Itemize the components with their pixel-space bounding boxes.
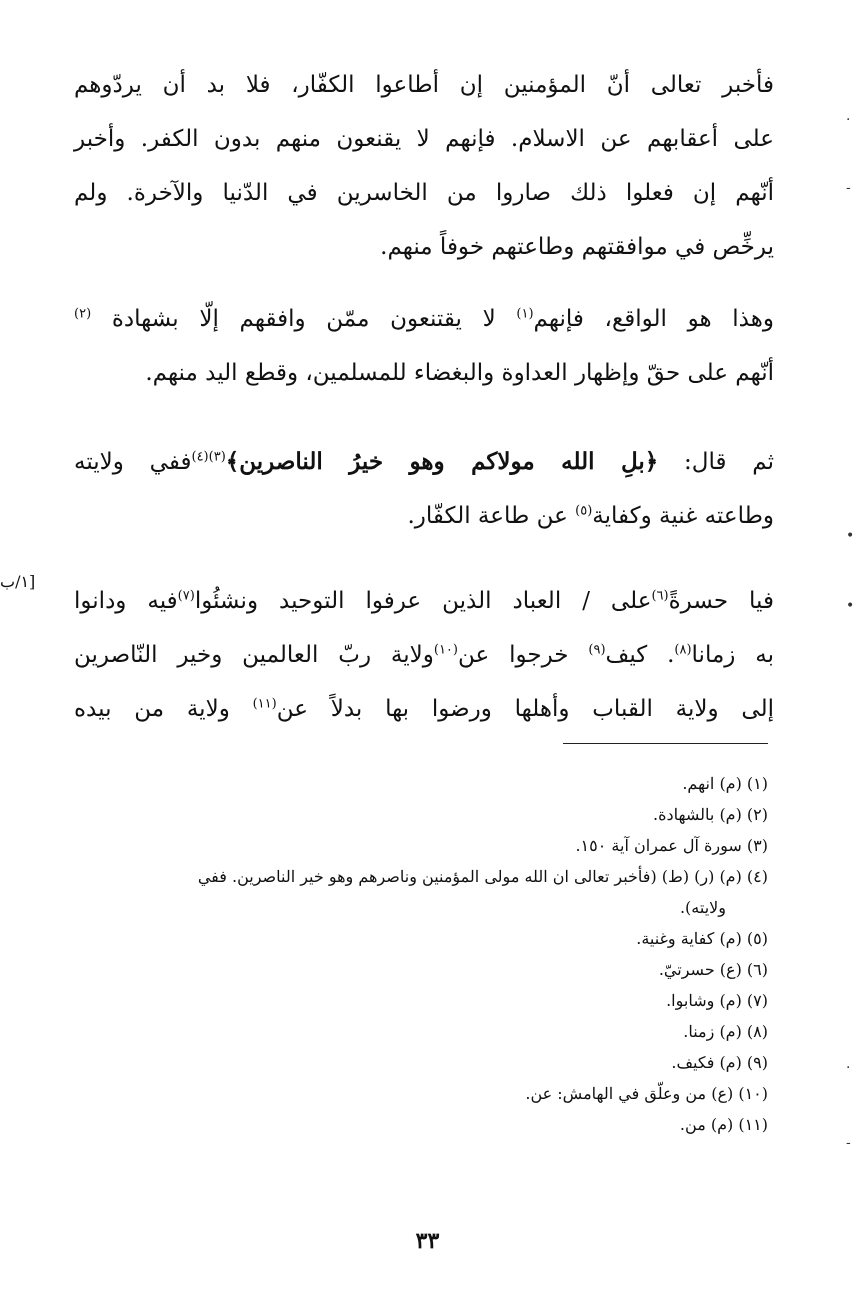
footnote-ref: (١١) bbox=[252, 696, 277, 712]
scan-speck: · bbox=[846, 112, 851, 128]
footnote: (١٠) (ع) من وعلّق في الهامش: عن. bbox=[525, 1084, 768, 1103]
paragraph-line: إلى ولاية القباب وأهلها ورضوا بها بدلاً عن$^{(١١)}$ ولاية من بيده bbox=[74, 696, 774, 722]
scan-speck: · bbox=[846, 1060, 851, 1076]
scan-speck: - bbox=[846, 180, 851, 196]
footnote: (٨) (م) زمنا. bbox=[683, 1022, 768, 1041]
footnote-ref: (١٠) bbox=[433, 642, 458, 658]
paragraph-line: وهذا هو الواقع، فإنهم$^{(١)}$ لا يقتنعون ممّن وافقهم إلّا بشهادة $^{(٢)}$ bbox=[74, 306, 774, 332]
manuscript-folio-marker: [١/ب bbox=[0, 572, 36, 591]
quran-verse: ﴿بلِ الله مولاكم وهو خيرُ الناصرين﴾ bbox=[225, 448, 659, 475]
paragraph-3 bbox=[74, 435, 774, 543]
footnote-ref: (٥) bbox=[575, 503, 593, 519]
scan-speck: - bbox=[846, 1135, 851, 1151]
footnote-ref: (١) bbox=[516, 306, 534, 322]
footnote-continuation: ولايته). bbox=[679, 898, 726, 917]
footnote: (١) (م) انهم. bbox=[682, 774, 768, 793]
paragraph-line: أنّهم على حقّ وإظهار العداوة والبغضاء للمسلمين، وقطع اليد منهم. bbox=[145, 360, 774, 386]
footnote: (١١) (م) من. bbox=[679, 1115, 768, 1134]
footnote-ref: (٧) bbox=[177, 588, 195, 604]
scan-speck: • bbox=[846, 528, 855, 544]
paragraph-line: فيا حسرةً$^{(٦)}$على / العباد الذين عرفوا التوحيد ونشئُوا$^{(٧)}$فيه ودانوا bbox=[74, 588, 774, 614]
footnote: (٦) (ع) حسرتيّ. bbox=[658, 960, 768, 979]
paragraph-line: به زمانا$^{(٨)}$. كيف$^{(٩)}$ خرجوا عن$^{(١٠)}$ولاية ربّ العالمين وخير النّاصرين bbox=[74, 642, 774, 668]
paragraph-2 bbox=[74, 292, 774, 400]
footnote-ref: (٩) bbox=[588, 642, 606, 658]
footnote-ref: (٦) bbox=[651, 588, 669, 604]
paragraph-line: أنّهم إن فعلوا ذلك صاروا من الخاسرين في الدّنيا والآخرة. ولم bbox=[74, 180, 774, 206]
footnote: (٣) سورة آل عمران آية ١٥٠. bbox=[575, 836, 768, 855]
footnote: (٥) (م) كفاية وغنية. bbox=[636, 929, 768, 948]
footnotes-list bbox=[60, 768, 768, 1140]
paragraph-line: ثم قال: ﴿بلِ الله مولاكم وهو خيرُ الناصرين﴾$^{(٣)(٤)}$ففي ولايته bbox=[74, 448, 775, 475]
footnote-ref: (٣)(٤) bbox=[191, 449, 226, 465]
footnote: (٤) (م) (ر) (ط) (فأخبر تعالى ان الله مولى المؤمنين وناصرهم وهو خير الناصرين. ففي bbox=[197, 867, 768, 886]
footnote-ref: (٨) bbox=[674, 642, 692, 658]
paragraph-line: يرخِّص في موافقتهم وطاعتهم خوفاً منهم. bbox=[380, 234, 774, 260]
footnote: (٩) (م) فكيف. bbox=[671, 1053, 768, 1072]
page-number: ٣٣ bbox=[415, 1228, 440, 1254]
scan-speck: • bbox=[846, 598, 855, 614]
paragraph-4 bbox=[74, 574, 774, 736]
paragraph-line: وطاعته غنية وكفاية$^{(٥)}$ عن طاعة الكفّار. bbox=[407, 503, 774, 529]
paragraph-line: فأخبر تعالى أنّ المؤمنين إن أطاعوا الكفّار، فلا بد أن يردّوهم bbox=[74, 72, 774, 98]
footnote-ref: (٢) bbox=[74, 306, 92, 322]
footnote: (٢) (م) بالشهادة. bbox=[653, 805, 768, 824]
paragraph-line: على أعقابهم عن الاسلام. فإنهم لا يقنعون منهم بدون الكفر. وأخبر bbox=[74, 126, 774, 152]
footnote-separator bbox=[563, 743, 768, 744]
footnote: (٧) (م) وشابوا. bbox=[666, 991, 768, 1010]
paragraph-1 bbox=[74, 58, 774, 274]
